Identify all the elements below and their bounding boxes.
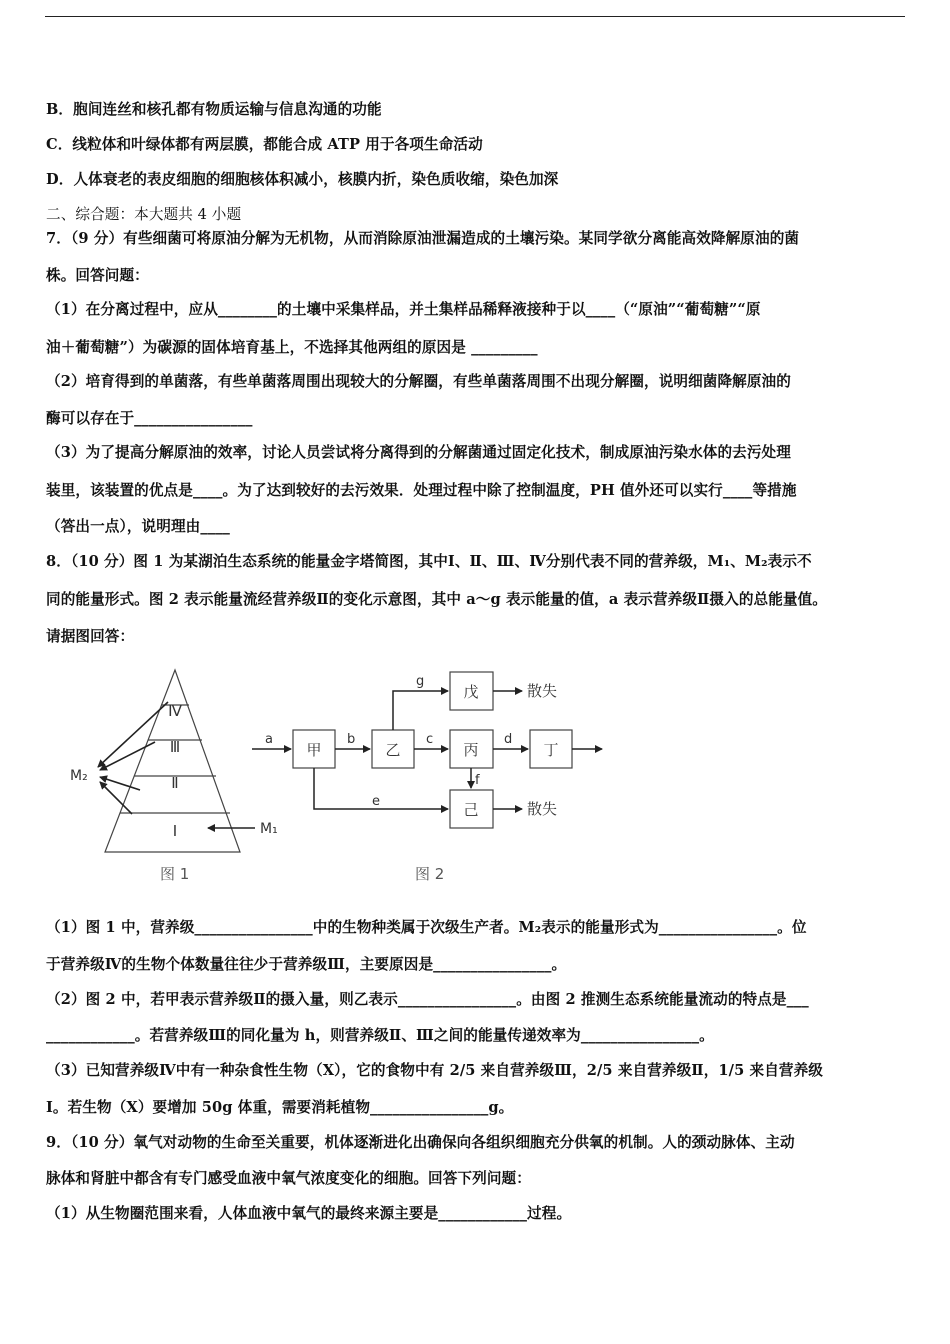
section-heading: 二、综合题：本大题共 4 小题	[46, 206, 242, 223]
q8-figures	[60, 664, 620, 894]
q8-part1-line1: （1）图 1 中，营养级________________中的生物种类属于次级生产者。M₂表示的能量形式为________________。位	[46, 919, 807, 936]
pyramid-level-2: Ⅱ	[171, 774, 179, 792]
q8-stem-line1: 8．（10 分）图 1 为某湖泊生态系统的能量金字塔简图，其中Ⅰ、Ⅱ、Ⅲ、Ⅳ分别代表不同的营养级，M₁、M₂表示不	[46, 553, 812, 570]
q7-part3-line1: （3）为了提高分解原油的效率，讨论人员尝试将分离得到的分解菌通过固定化技术，制成原油污染水体的去污处理	[46, 444, 791, 461]
m1-label: M₁	[260, 821, 278, 837]
m2-arrows	[98, 702, 168, 814]
arrow-a-label: a	[265, 732, 273, 747]
q9-stem-line2: 脉体和肾脏中都含有专门感受血液中氧气浓度变化的细胞。回答下列问题：	[46, 1170, 531, 1187]
box-ji: 己	[463, 801, 479, 819]
pyramid-level-3: Ⅲ	[169, 738, 181, 756]
q7-part3-line2: 装里，该装置的优点是____。为了达到较好的去污效果．处理过程中除了控制温度，PH 值外还可以实行____等措施	[46, 482, 797, 499]
option-d: D．人体衰老的表皮细胞的细胞核体积减小，核膜内折，染色质收缩，染色加深	[46, 171, 559, 188]
box-ding: 丁	[543, 741, 559, 759]
q8-part1-line2: 于营养级Ⅳ的生物个体数量往往少于营养级Ⅲ，主要原因是________________。	[46, 956, 567, 973]
loss-bottom-label: 散失	[527, 800, 558, 818]
figure2-caption: 图 2	[415, 865, 445, 883]
option-c: C．线粒体和叶绿体都有两层膜，都能合成 ATP 用于各项生命活动	[46, 136, 483, 153]
box-wu: 戊	[463, 683, 479, 701]
q7-part1-line1: （1）在分离过程中，应从________的土壤中采集样品，并土集样品稀释液接种于以____（“原油”“葡萄糖”“原	[46, 301, 761, 318]
figure1-caption: 图 1	[160, 865, 190, 883]
q8-part3-line2: Ⅰ。若生物（X）要增加 50g 体重，需要消耗植物________________g。	[46, 1099, 514, 1116]
arrow-d-label: d	[504, 732, 513, 747]
m2-label: M₂	[70, 768, 88, 784]
q7-stem-line2: 株。回答问题：	[46, 267, 149, 284]
q8-stem-line2: 同的能量形式。图 2 表示能量流经营养级Ⅱ的变化示意图，其中 a～g 表示能量的值，a 表示营养级Ⅱ摄入的总能量值。	[46, 591, 827, 608]
box-bing: 丙	[463, 741, 479, 759]
q7-part3-line3: （答出一点），说明理由____	[46, 518, 230, 535]
arrow-b-label: b	[347, 732, 356, 747]
q9-stem-line1: 9．（10 分）氧气对动物的生命至关重要，机体逐渐进化出确保向各组织细胞充分供氧的机制。人的颈动脉体、主动	[46, 1134, 795, 1151]
arrow-e-label: e	[372, 794, 380, 809]
pyramid-level-1: Ⅰ	[172, 822, 178, 840]
q7-part1-line2: 油＋葡萄糖”）为碳源的固体培育基上，不选择其他两组的原因是 _________	[46, 339, 538, 356]
box-jia: 甲	[306, 741, 322, 759]
box-yi: 乙	[385, 741, 401, 759]
arrow-f-label: f	[475, 773, 480, 788]
arrow-c-label: c	[426, 732, 434, 747]
q7-part2-line2: 酶可以存在于________________	[46, 410, 253, 427]
option-b: B．胞间连丝和核孔都有物质运输与信息沟通的功能	[46, 101, 382, 118]
arrow-g-label: g	[416, 674, 425, 689]
pyramid-level-4: Ⅳ	[168, 702, 182, 720]
q8-part2-line2: ____________。若营养级Ⅲ的同化量为 h，则营养级Ⅱ、Ⅲ之间的能量传递效率为________________。	[46, 1027, 714, 1044]
q9-part1: （1）从生物圈范围来看，人体血液中氧气的最终来源主要是____________过程。	[46, 1205, 572, 1222]
q7-part2-line1: （2）培育得到的单菌落，有些单菌落周围出现较大的分解圈，有些单菌落周围不出现分解圈，说明细菌降解原油的	[46, 373, 791, 390]
q8-part2-line1: （2）图 2 中，若甲表示营养级Ⅱ的摄入量，则乙表示________________。由图 2 推测生态系统能量流动的特点是___	[46, 991, 809, 1008]
q8-stem-line3: 请据图回答：	[46, 628, 135, 645]
loss-top-label: 散失	[527, 682, 558, 700]
q8-part3-line1: （3）已知营养级Ⅳ中有一种杂食性生物（X），它的食物中有 2/5 来自营养级Ⅲ，2/5 来自营养级Ⅱ，1/5 来自营养级	[46, 1062, 823, 1079]
header-rule	[45, 16, 905, 17]
q7-stem-line1: 7．（9 分）有些细菌可将原油分解为无机物，从而消除原油泄漏造成的土壤污染。某同学欲分离能高效降解原油的菌	[46, 230, 800, 247]
